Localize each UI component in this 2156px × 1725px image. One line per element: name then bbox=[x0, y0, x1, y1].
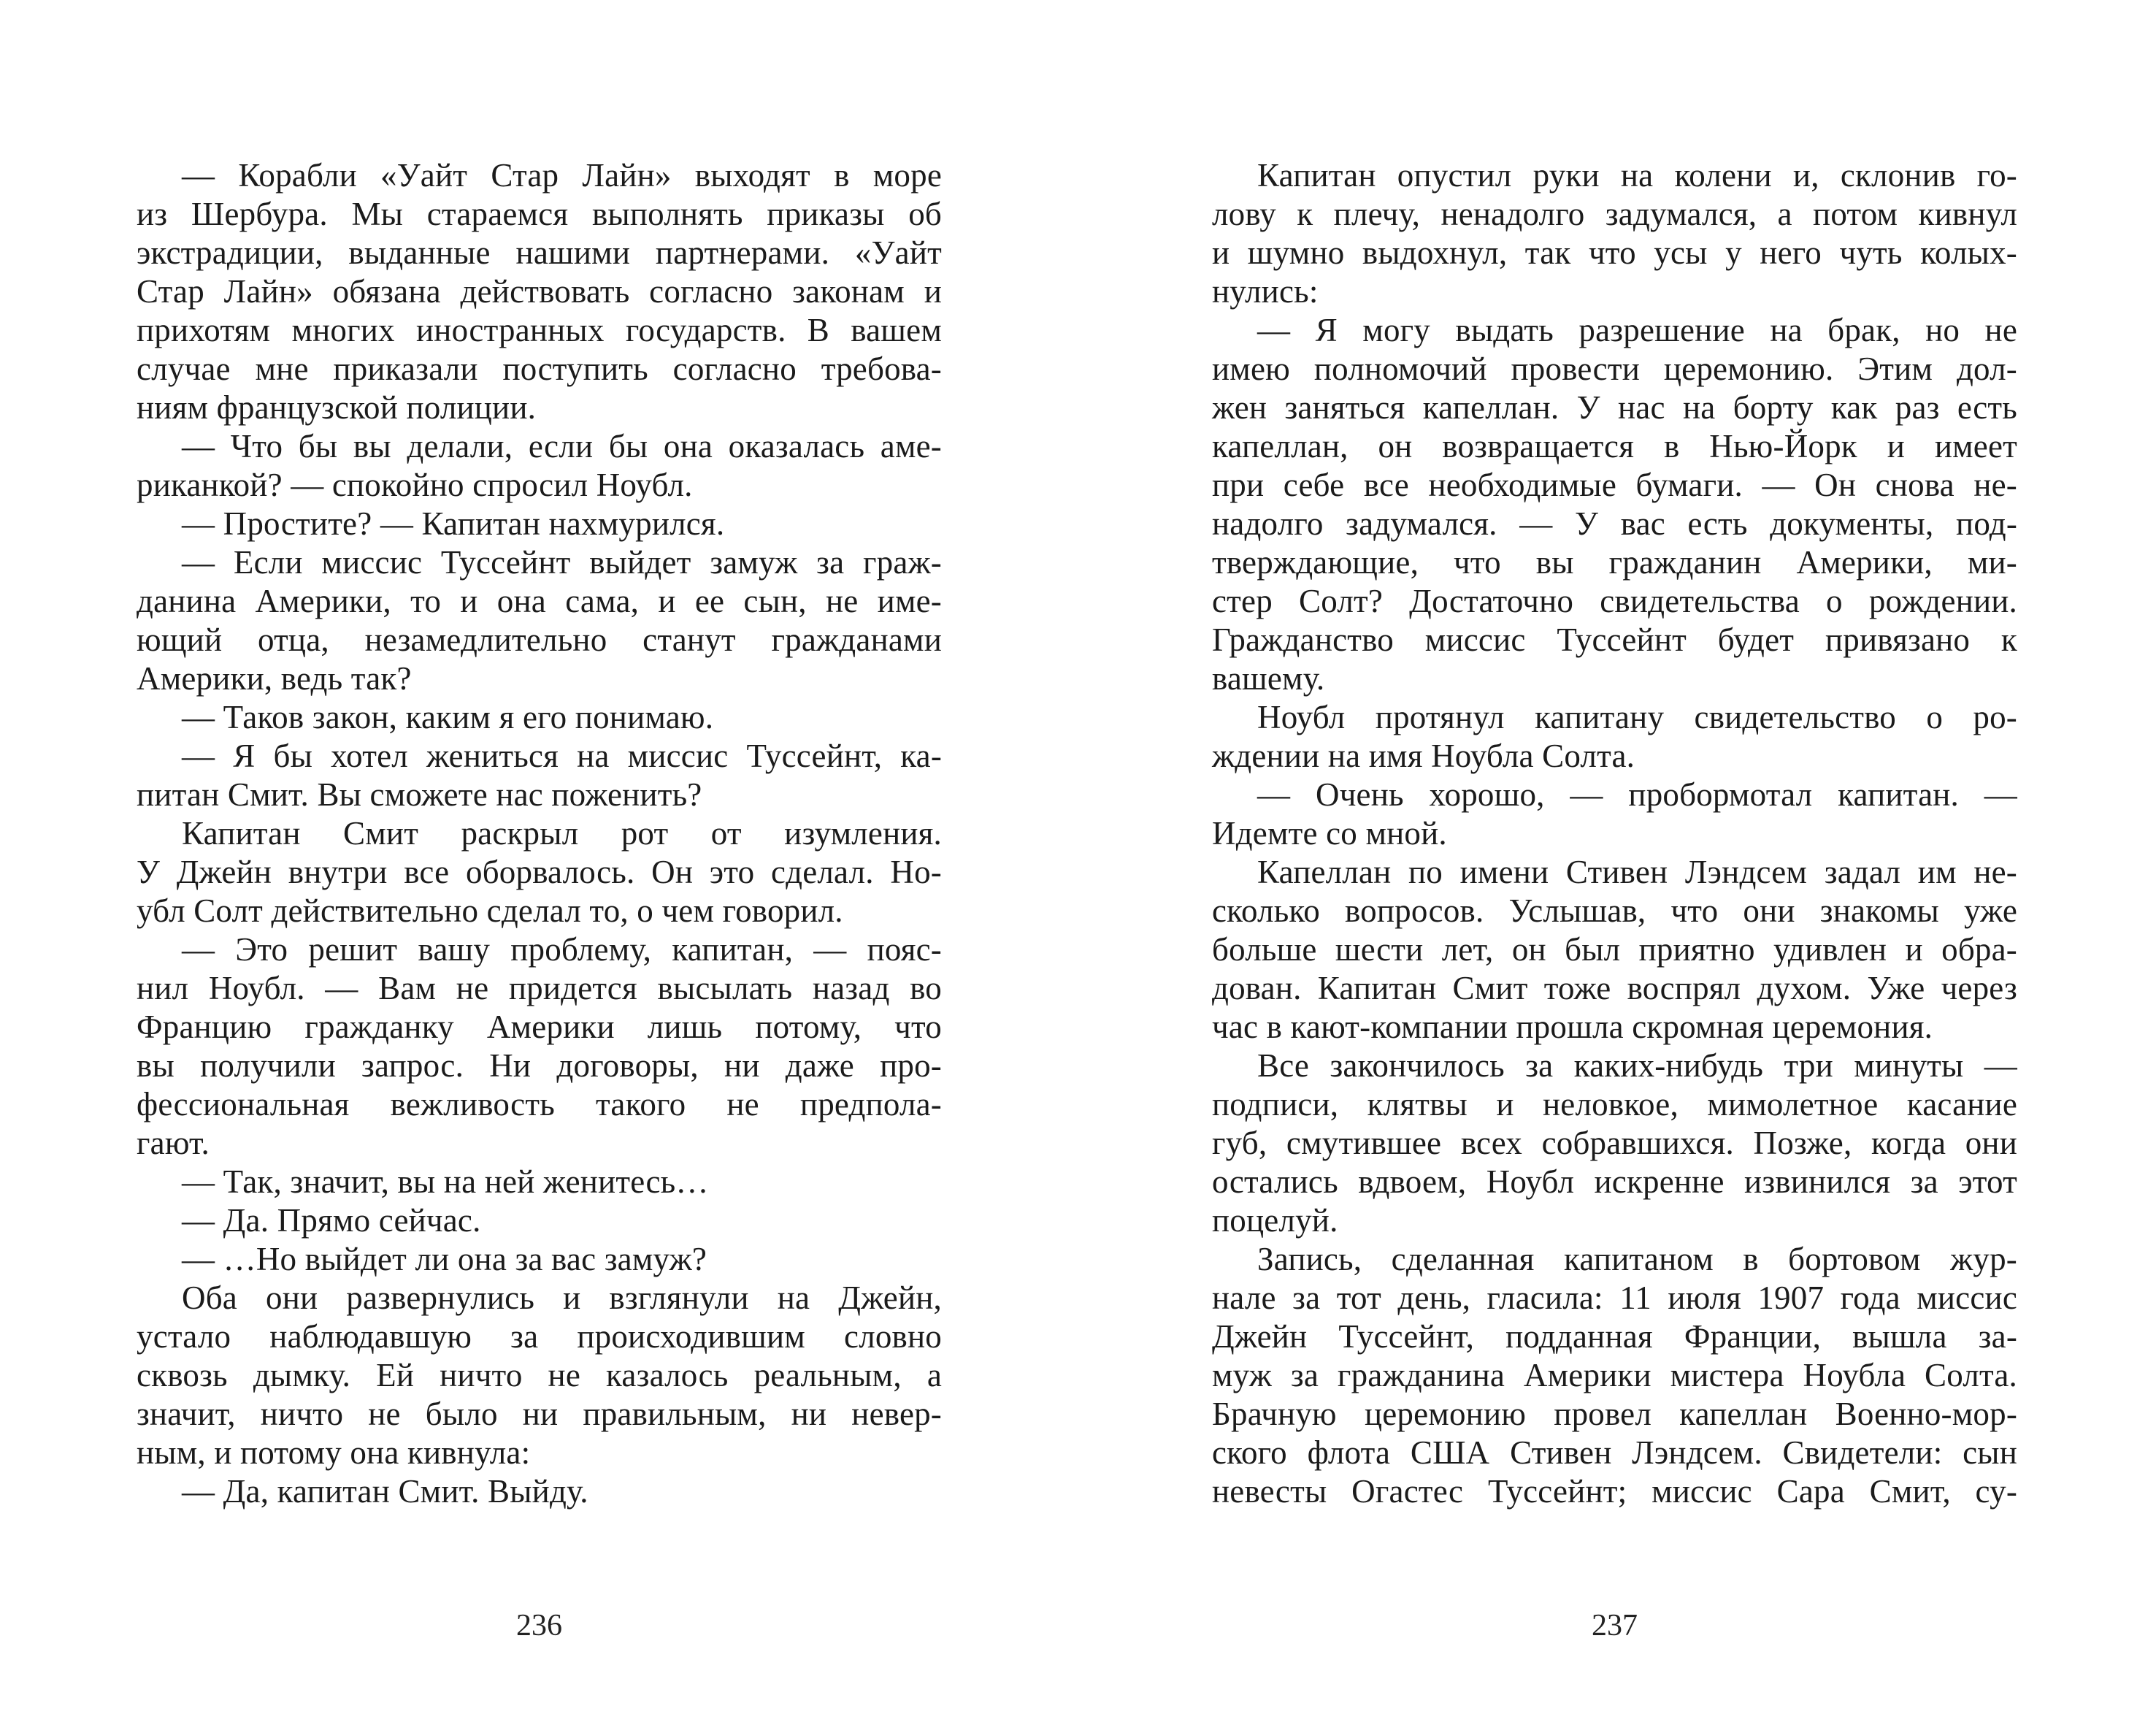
text-line: — Что бы вы делали, если бы она оказалась аме- bbox=[182, 428, 942, 464]
text-line: ждении на имя Ноубла Солта. bbox=[1212, 738, 1635, 774]
page-left-text bbox=[137, 156, 942, 1511]
text-line: подписи, клятвы и неловкое, мимолетное касание bbox=[1212, 1086, 2017, 1122]
text-line: — Я бы хотел жениться на миссис Туссейнт, ка- bbox=[182, 738, 942, 774]
page-right-number: 237 bbox=[1592, 1609, 1638, 1642]
text-line: — Это решит вашу проблему, капитан, — пояс- bbox=[182, 931, 942, 968]
text-line: поцелуй. bbox=[1212, 1202, 1338, 1239]
text-line: гают. bbox=[137, 1125, 210, 1161]
text-line: Джейн Туссейнт, подданная Франции, вышла за- bbox=[1212, 1318, 2017, 1355]
text-line: больше шести лет, он был приятно удивлен и обра- bbox=[1212, 931, 2017, 968]
text-line: данина Америки, то и она сама, и ее сын, не име- bbox=[137, 583, 942, 619]
text-line: надолго задумался. — У вас есть документы, под- bbox=[1212, 505, 2017, 542]
text-line: экстрадиции, выданные нашими партнерами. «Уайт bbox=[137, 234, 942, 271]
text-line: — Да. Прямо сейчас. bbox=[182, 1202, 481, 1239]
text-line: ным, и потому она кивнула: bbox=[137, 1434, 531, 1471]
text-line: — Таков закон, каким я его понимаю. bbox=[182, 699, 714, 735]
text-line: тверждающие, что вы гражданин Америки, ми- bbox=[1212, 544, 2017, 581]
text-line: при себе все необходимые бумаги. — Он снова не- bbox=[1212, 467, 2017, 503]
text-line: Запись, сделанная капитаном в бортовом жур- bbox=[1257, 1241, 2017, 1277]
text-line: Оба они развернулись и взглянули на Джейн, bbox=[182, 1280, 942, 1316]
text-line: — Да, капитан Смит. Выйду. bbox=[182, 1473, 588, 1510]
text-line: нулись: bbox=[1212, 273, 1319, 310]
text-line: капеллан, он возвращается в Нью-Йорк и имеет bbox=[1212, 428, 2017, 464]
text-line: вы получили запрос. Ни договоры, ни даже про- bbox=[137, 1047, 942, 1084]
page-right bbox=[1212, 0, 2017, 1725]
text-line: нил Ноубл. — Вам не придется высылать назад во bbox=[137, 970, 942, 1006]
text-line: сквозь дымку. Ей ничто не казалось реальным, а bbox=[137, 1357, 942, 1393]
text-line: Идемте со мной. bbox=[1212, 815, 1447, 852]
text-line: Капитан Смит раскрыл рот от изумления. bbox=[182, 815, 942, 852]
text-line: питан Смит. Вы сможете нас поженить? bbox=[137, 776, 702, 813]
text-line: — …Но выйдет ли она за вас замуж? bbox=[182, 1241, 707, 1277]
text-line: Стар Лайн» обязана действовать согласно законам и bbox=[137, 273, 942, 310]
text-line: Францию гражданку Америки лишь потому, что bbox=[137, 1009, 942, 1045]
text-line: Капитан опустил руки на колени и, склонив го- bbox=[1257, 157, 2017, 194]
text-line: прихотям многих иностранных государств. В вашем bbox=[137, 312, 942, 348]
text-line: ниям французской полиции. bbox=[137, 389, 537, 426]
text-line: муж за гражданина Америки мистера Ноубла Солта. bbox=[1212, 1357, 2017, 1393]
text-line: нале за тот день, гласила: 11 июля 1907 года миссис bbox=[1212, 1280, 2017, 1316]
text-line: Все закончилось за каких-нибудь три минуты — bbox=[1257, 1047, 2017, 1084]
text-line: — Корабли «Уайт Стар Лайн» выходят в море bbox=[182, 157, 942, 194]
page-right-text bbox=[1212, 156, 2017, 1511]
text-line: лову к плечу, ненадолго задумался, а потом кивнул bbox=[1212, 196, 2017, 232]
text-line: и шумно выдохнул, так что усы у него чуть колых- bbox=[1212, 234, 2017, 271]
text-line: сколько вопросов. Услышав, что они знакомы уже bbox=[1212, 892, 2017, 929]
text-line: случае мне приказали поступить согласно требова- bbox=[137, 351, 942, 387]
text-line: губ, смутившее всех собравшихся. Позже, когда они bbox=[1212, 1125, 2017, 1161]
text-line: из Шербура. Мы стараемся выполнять приказы об bbox=[137, 196, 942, 232]
text-line: — Если миссис Туссейнт выйдет замуж за граж- bbox=[182, 544, 942, 581]
text-line: стер Солт? Достаточно свидетельства о рождении. bbox=[1212, 583, 2017, 619]
text-line: имею полномочий провести церемонию. Этим дол- bbox=[1212, 351, 2017, 387]
text-line: У Джейн внутри все оборвалось. Он это сделал. Но- bbox=[137, 854, 942, 890]
text-line: — Простите? — Капитан нахмурился. bbox=[182, 505, 725, 542]
text-line: невесты Огастес Туссейнт; миссис Сара Смит, су- bbox=[1212, 1473, 2017, 1510]
text-line: дован. Капитан Смит тоже воспрял духом. Уже через bbox=[1212, 970, 2017, 1006]
page-left bbox=[137, 0, 942, 1725]
text-line: Гражданство миссис Туссейнт будет привязано к bbox=[1212, 621, 2017, 658]
text-line: фессиональная вежливость такого не предпола- bbox=[137, 1086, 942, 1122]
page-left-number: 236 bbox=[516, 1609, 562, 1642]
text-line: жен заняться капеллан. У нас на борту как раз есть bbox=[1212, 389, 2017, 426]
text-line: Брачную церемонию провел капеллан Военно-мор- bbox=[1212, 1396, 2017, 1432]
text-line: остались вдвоем, Ноубл искренне извинился за этот bbox=[1212, 1163, 2017, 1200]
text-line: риканкой? — спокойно спросил Ноубл. bbox=[137, 467, 693, 503]
text-line: ского флота США Стивен Лэндсем. Свидетели: сын bbox=[1212, 1434, 2017, 1471]
text-line: устало наблюдавшую за происходившим словно bbox=[137, 1318, 942, 1355]
text-line: Ноубл протянул капитану свидетельство о ро- bbox=[1257, 699, 2017, 735]
text-line: час в кают-компании прошла скромная церемония. bbox=[1212, 1009, 1933, 1045]
text-line: — Так, значит, вы на ней женитесь… bbox=[182, 1163, 709, 1200]
text-line: ющий отца, незамедлительно станут гражданами bbox=[137, 621, 942, 658]
text-line: вашему. bbox=[1212, 660, 1325, 697]
text-line: значит, ничто не было ни правильным, ни невер- bbox=[137, 1396, 942, 1432]
text-line: — Я могу выдать разрешение на брак, но не bbox=[1257, 312, 2017, 348]
text-line: — Очень хорошо, — пробормотал капитан. — bbox=[1257, 776, 2017, 813]
text-line: Капеллан по имени Стивен Лэндсем задал им не- bbox=[1257, 854, 2017, 890]
text-line: убл Солт действительно сделал то, о чем говорил. bbox=[137, 892, 843, 929]
text-line: Америки, ведь так? bbox=[137, 660, 412, 697]
